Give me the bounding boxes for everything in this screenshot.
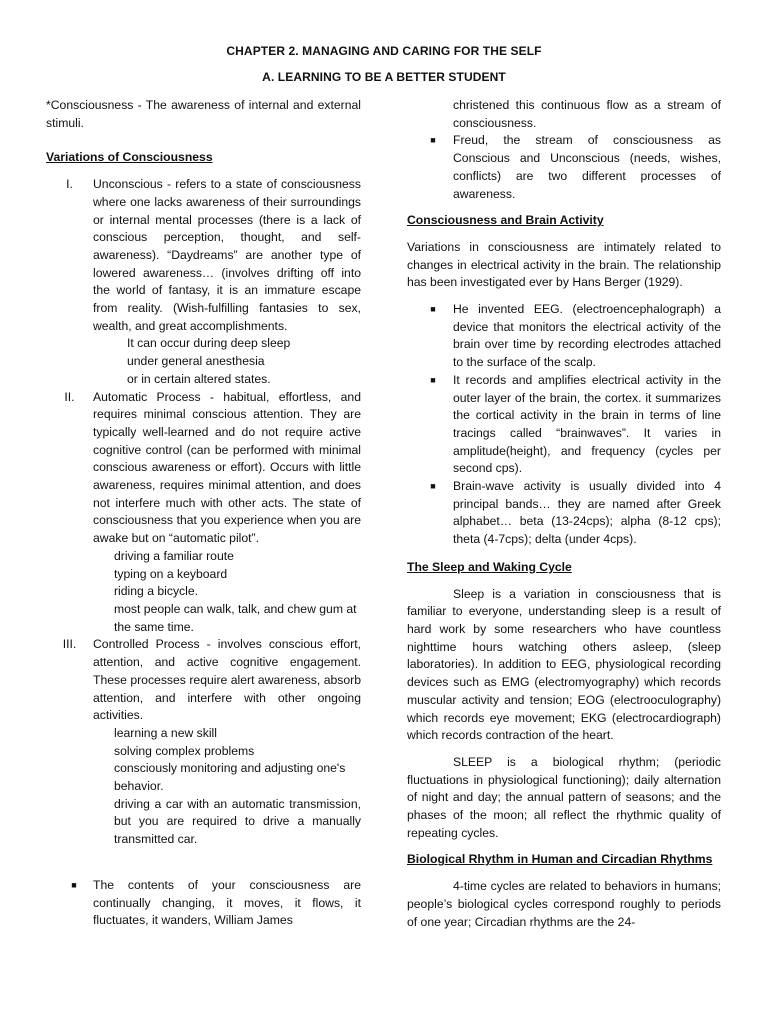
sub-item: driving a car with an automatic transmission, but you are required to drive a manually transmitted car. <box>114 796 361 847</box>
section-title: A. LEARNING TO BE A BETTER STUDENT <box>262 70 506 84</box>
sub-item: It can occur during deep sleep <box>127 336 291 351</box>
square-bullet-icon: ■ <box>71 879 77 890</box>
list-item-unconscious <box>46 176 361 335</box>
sleep-cycle-heading: The Sleep and Waking Cycle <box>407 559 572 574</box>
right-column <box>407 97 721 931</box>
consciousness-definition: *Consciousness - The awareness of internal and external stimuli. <box>46 98 361 130</box>
brain-activity-paragraph: Variations in consciousness are intimately related to changes in electrical activity in the brain. The relationship has been investigated ever by Hans Berger (1929). <box>407 239 721 290</box>
list-item-text: Controlled Process - involves conscious effort, attention, and active cognitive engagement. These processes require alert awareness, absorb attention, and interfere with other ongoing activities. <box>93 637 361 723</box>
bullet-item-freud <box>423 132 721 203</box>
biological-rhythm-heading: Biological Rhythm in Human and Circadian Rhythms <box>407 852 713 867</box>
square-bullet-icon: ■ <box>430 135 436 146</box>
bullet-item-eeg <box>423 301 721 372</box>
bullet-text: It records and amplifies electrical activity in the outer layer of the brain, the cortex. it summarizes the cortical activity in the brain in terms of line tracings called “brainwaves”. It varies in amplitude(height), and frequency (cycles per second cps). <box>453 372 721 476</box>
brain-activity-heading: Consciousness and Brain Activity <box>407 213 604 228</box>
square-bullet-icon: ■ <box>430 374 436 385</box>
sub-item: most people can walk, talk, and chew gum at the same time. <box>114 601 357 634</box>
list-item-automatic-process <box>46 389 361 548</box>
sleep-paragraph-1: Sleep is a variation in consciousness that is familiar to everyone, understanding sleep is a result of hard work by some researchers who have countless nighttime hours watching others asleep, (sleep laboratories). In addition to EEG, physiological recording devices such as EMG (electromyography) which records muscular activity and tension; EOG (electrooculography) which records eye movement; EKG (electrocardiograph) which records contraction of the heart. <box>407 586 721 743</box>
sub-item: riding a bicycle. <box>114 584 198 599</box>
list-item-text: Unconscious - refers to a state of consciousness where one lacks awareness of their surroundings or internal mental processes (there is a lack of conscious perception, thought, and self-awareness). “Daydreams” are another type of lowered awareness… (involves drifting off into the world of fantasy, it is an immature escape from reality. (Wish-fulfilling fantasies to sex, wealth, and great accomplishments. <box>93 177 361 333</box>
variations-heading: Variations of Consciousness <box>46 150 213 165</box>
bullet-text: He invented EEG. (electroencephalograph) a device that monitors the electrical activity of the brain over time by recording electrodes attached to the surface of the scalp. <box>453 302 721 370</box>
list-item-controlled-process <box>46 636 361 725</box>
sub-item: solving complex problems <box>114 743 255 758</box>
sub-item: consciously monitoring and adjusting one's behavior. <box>114 761 346 794</box>
roman-numeral: III. <box>62 637 77 652</box>
bullet-item-cortex <box>423 372 721 478</box>
sub-item: under general anesthesia <box>127 354 265 369</box>
bullet-text: Brain-wave activity is usually divided into 4 principal bands… they are named after Greek alphabet… beta (13-24cps); alpha (8-12 cps); theta (4-7cps); delta (under 4cps). <box>453 479 721 547</box>
square-bullet-icon: ■ <box>430 304 436 315</box>
chapter-title: CHAPTER 2. MANAGING AND CARING FOR THE SELF <box>226 44 542 58</box>
list-item-text: Automatic Process - habitual, effortless, and requires minimal conscious attention. They are typically well-learned and do not require active cognitive control (can be performed with minimal conscious awareness or effort). Occurs with little awareness, requires minimal attention, and does not interfere much with other acts. The state of consciousness that you experience when you are awake but on “automatic pilot”. <box>93 389 361 546</box>
sub-item: or in certain altered states. <box>127 371 271 386</box>
bullet-text: The contents of your consciousness are continually changing, it moves, it flows, it fluctuates, it wanders, William James <box>93 877 361 928</box>
sub-item: typing on a keyboard <box>114 566 228 581</box>
roman-numeral: II. <box>64 389 75 404</box>
sub-item: learning a new skill <box>114 725 217 740</box>
biological-rhythm-paragraph: 4-time cycles are related to behaviors in humans; people’s biological cycles correspond roughly to periods of one year; Circadian rhythms are the 24- <box>407 879 721 929</box>
sleep-paragraph-2: SLEEP is a biological rhythm; (periodic fluctuations in physiological functioning); daily alternation of night and day; the annual pattern of seasons; and the phases of the moon; all reflect the rhythmic quality of repeating cycles. <box>407 754 721 840</box>
left-column <box>46 97 361 930</box>
continuation-text: christened this continuous flow as a stream of consciousness. <box>453 98 721 130</box>
square-bullet-icon: ■ <box>430 481 436 492</box>
bullet-text: Freud, the stream of consciousness as Conscious and Unconscious (needs, wishes, conflicts) are two different processes of awareness. <box>453 133 721 201</box>
sub-item: driving a familiar route <box>114 548 234 563</box>
bullet-item-brainwaves <box>423 478 721 549</box>
roman-numeral: I. <box>66 177 73 192</box>
bullet-item-stream <box>64 877 361 930</box>
